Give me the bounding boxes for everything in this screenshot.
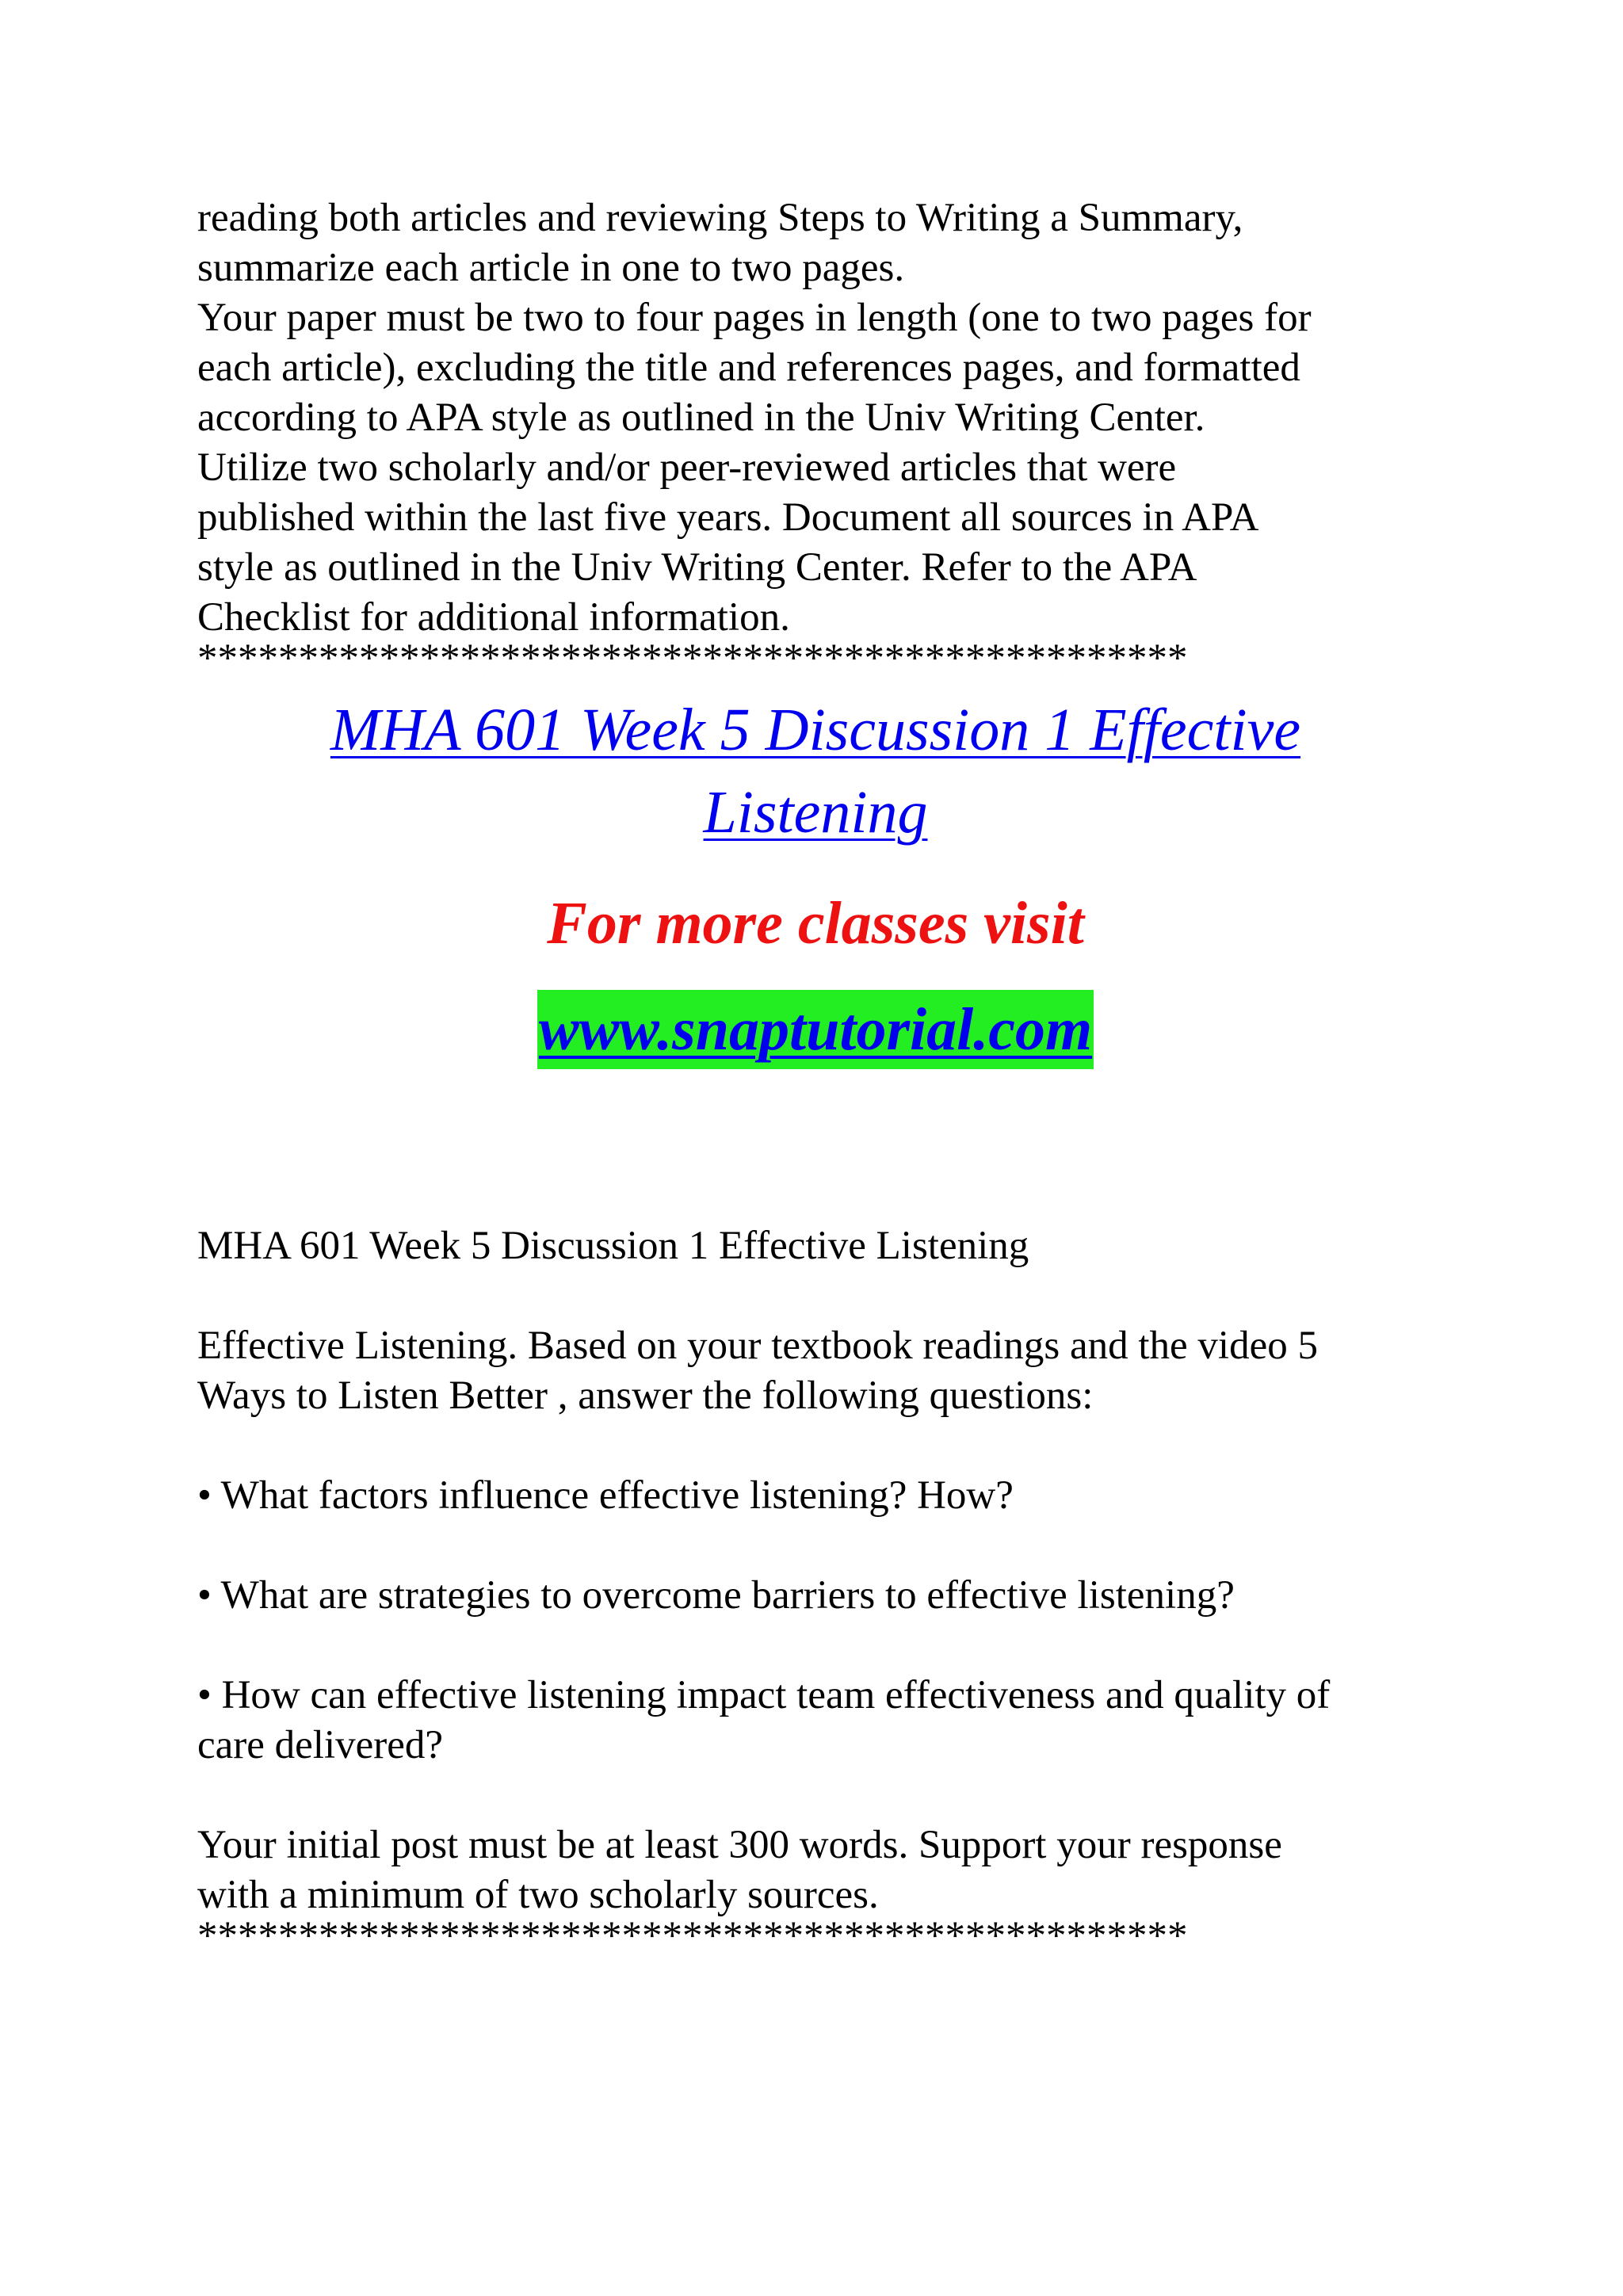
course-title-link[interactable]: [197, 689, 1434, 854]
question-line: • How can effective listening impact team effectiveness and quality of: [197, 1673, 1331, 1717]
site-link[interactable]: www.snaptutorial.com: [537, 990, 1094, 1069]
cta-text: For more classes visit: [547, 890, 1084, 957]
closing-paragraph: [197, 1820, 1434, 1920]
intro-line: Utilize two scholarly and/or peer-reviewed articles that were: [197, 445, 1177, 490]
question-line: care delivered?: [197, 1723, 444, 1767]
page-content: [197, 193, 1434, 1952]
separator-bottom: *************************************************: [197, 1920, 1188, 1952]
course-title: MHA 601 Week 5 Discussion 1 Effective Listening: [197, 1224, 1029, 1268]
question-item: [197, 1471, 1434, 1521]
site-link-wrap: [197, 990, 1434, 1069]
intro-line: Checklist for additional information.: [197, 595, 790, 640]
closing-line: Your initial post must be at least 300 words. Support your response: [197, 1823, 1282, 1867]
closing-line: with a minimum of two scholarly sources.: [197, 1873, 879, 1917]
course-title-link-line2: Listening: [703, 779, 928, 846]
intro-line: according to APA style as outlined in the Univ Writing Center.: [197, 395, 1205, 440]
description-paragraph: [197, 1321, 1434, 1421]
description-line: Ways to Listen Better , answer the following questions:: [197, 1373, 1094, 1418]
question-item: [197, 1571, 1434, 1621]
description-line: Effective Listening. Based on your textbook readings and the video 5: [197, 1324, 1318, 1368]
intro-line: style as outlined in the Univ Writing Center. Refer to the APA: [197, 545, 1197, 590]
intro-paragraph: [197, 193, 1434, 643]
intro-line: Your paper must be two to four pages in length (one to two pages for: [197, 296, 1312, 340]
question-line: • What are strategies to overcome barriers to effective listening?: [197, 1573, 1235, 1618]
intro-line: summarize each article in one to two pages.: [197, 246, 905, 290]
separator-top: *************************************************: [197, 643, 1188, 674]
discussion-section: [197, 1221, 1434, 1952]
question-line: • What factors influence effective listening? How?: [197, 1473, 1014, 1518]
course-title-link-line1: MHA 601 Week 5 Discussion 1 Effective: [330, 697, 1301, 763]
intro-line: reading both articles and reviewing Steps to Writing a Summary,: [197, 196, 1243, 240]
intro-line: published within the last five years. Document all sources in APA: [197, 495, 1259, 540]
intro-line: each article), excluding the title and references pages, and formatted: [197, 346, 1300, 390]
question-item: [197, 1671, 1434, 1771]
